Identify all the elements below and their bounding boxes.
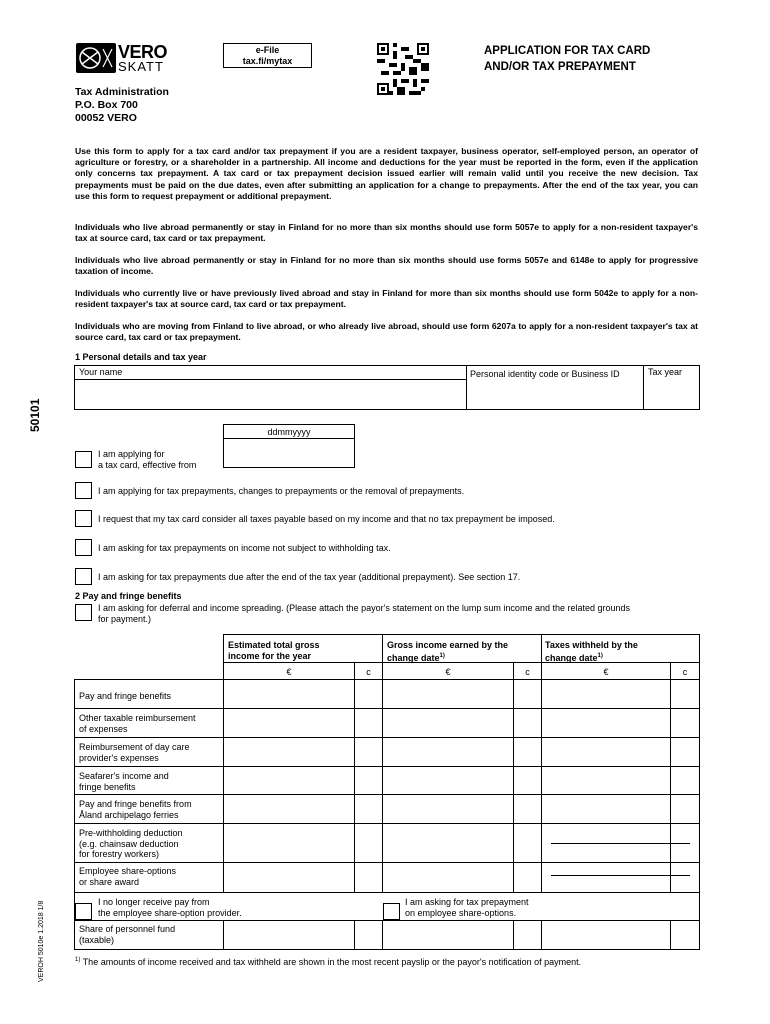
table-row-line [74,708,700,709]
taxcard-checkbox[interactable] [75,451,92,468]
currency-euro-3: € [603,667,609,677]
additional-prepayment-checkbox-label: I am asking for tax prepayments due after the end of the tax year (additional prepayment). See section 17. [98,572,521,582]
currency-cent-2: c [525,667,530,677]
col-estimated-header: Estimated total gross income for the year [228,640,320,661]
table-row-line [74,737,700,738]
table-bottom-border [74,949,700,950]
share-option-prepayment-label: I am asking for tax prepayment on employee share-options. [405,897,529,918]
tax-year-label: Tax year [648,367,683,377]
instructions-paragraph-2: Individuals who live abroad permanently or stay in Finland for no more than six months should use form 5057e to apply for a non-resident taxpayer's tax at source card, tax card or tax prepayment. [75,222,698,244]
table-cent-line [513,662,514,892]
share-option-prepayment-checkbox[interactable] [383,903,400,920]
logo-text-skatt: SKATT [118,59,164,74]
currency-cent-3: c [682,667,688,677]
table-row-line [74,920,700,921]
form-title: APPLICATION FOR TAX CARD AND/OR TAX PREPAYMENT [484,45,651,73]
table-col-line [223,920,224,949]
currency-euro-2: € [445,667,451,677]
prepayment-checkbox-label: I am applying for tax prepayments, changes to prepayments or the removal of prepayments. [98,486,465,496]
table-cent-line [513,920,514,949]
effective-date-field[interactable] [224,440,354,467]
row-personnel-fund-label: Share of personnel fund (taxable) [79,924,176,945]
efile-url[interactable]: tax.fi/mytax [242,56,293,66]
logo-text-vero: VERO [118,42,168,62]
table-cent-line [354,662,355,892]
table-row-line [74,892,700,893]
table-row-line [74,862,700,863]
efile-box [223,43,312,68]
tax-year-field[interactable] [644,381,699,409]
row-daycare-label: Reimbursement of day care provider's expenses [79,742,190,763]
share-options-line[interactable] [551,875,690,876]
deferral-checkbox-label: I am asking for deferral and income spreading. (Please attach the payor's statement on the lump sum income and the related grounds for payment.) [98,603,631,624]
non-withholding-checkbox[interactable] [75,539,92,556]
qr-code-icon [377,43,429,95]
table-col-line [541,920,542,949]
table-cent-line [670,662,671,892]
row-prewithholding-label: Pre-withholding deduction (e.g. chainsaw deduction for forestry workers) [79,828,183,859]
prewithholding-line[interactable] [551,843,690,844]
col-gross-header: Gross income earned by the change date$^{1)}$ [387,640,509,663]
currency-cent-1: c [366,667,371,677]
name-field[interactable] [75,381,465,409]
id-label: Personal identity code or Business ID [470,369,620,379]
instructions-paragraph-3: Individuals who live abroad permanently or stay in Finland for no more than six months should use forms 5057e and 6148e to apply for progressive taxation of income. [75,255,698,277]
row-reimbursement-label: Other taxable reimbursement of expenses [79,713,196,734]
table-cent-line [354,920,355,949]
table-currency-bottom [74,679,700,680]
date-format-label: ddmmyyyy [267,427,311,437]
table-top-border [223,634,700,635]
table-row-line [74,766,700,767]
currency-euro-1: € [286,667,292,677]
all-taxes-checkbox[interactable] [75,510,92,527]
efile-label: e-File [255,45,280,55]
vero-logo [76,43,168,73]
id-field[interactable] [467,381,642,409]
form-version: VEROH 5010e 1.2018 1/8 [38,900,45,982]
all-taxes-checkbox-label: I request that my tax card consider all taxes payable based on my income and that no tax prepayment be imposed. [98,514,555,524]
additional-prepayment-checkbox[interactable] [75,568,92,585]
table-cent-line [670,920,671,949]
taxcard-checkbox-label: I am applying for a tax card, effective from [98,449,197,470]
no-longer-receive-label: I no longer receive pay from the employee share-option provider. [98,897,242,918]
footnote: $^{1)}$ The amounts of income received and tax withheld are shown in the most recent payslip or the payor's notification of payment. [75,957,582,967]
table-row-line [74,794,700,795]
deferral-checkbox[interactable] [75,604,92,621]
logo-emblem-icon [76,43,116,73]
table-row-line [74,823,700,824]
table-right-border [699,634,700,949]
postal-address: Tax Administration P.O. Box 700 00052 VERO [75,86,169,124]
instructions-paragraph-4: Individuals who currently live or have previously lived abroad and stay in Finland for more than six months should use form 5042e to apply for a non-resident taxpayer's tax at source card, tax card or tax prepayment. [75,288,698,310]
row-pay-fringe-label: Pay and fringe benefits [79,691,172,701]
col-withheld-header: Taxes withheld by the change date$^{1)}$ [545,640,638,663]
no-longer-receive-checkbox[interactable] [75,903,92,920]
row-share-options-label: Employee share-options or share award [79,866,177,887]
section-2-heading: 2 Pay and fringe benefits [75,591,182,601]
row-seafarer-label: Seafarer's income and fringe benefits [79,771,169,792]
instructions-paragraph-5: Individuals who are moving from Finland to live abroad, or who already live abroad, should use form 6207a to apply for a non-resident taxpayer's tax at source card, tax card or tax prepayment. [75,321,698,343]
instructions-paragraph-1: Use this form to apply for a tax card and/or tax prepayment if you are a resident taxpayer, business operator, self-employed person, an operator of agriculture or forestry, or a shareholder in a partnership. All income and deductions for the year must be reported in the form, even if the application only concerns tax prepayment. A tax card or tax prepayment decision issued earlier will remain valid until you receive the new decision. Tax prepayments must be paid on the due dates, even after submitting an application for a change to prepayments. After the end of the tax year, you can use this form to request prepayment or additional prepayment. [75,146,698,201]
name-label: Your name [79,367,123,377]
non-withholding-checkbox-label: I am asking for tax prepayments on income not subject to withholding tax. [98,543,391,553]
prepayment-checkbox[interactable] [75,482,92,499]
row-aland-label: Pay and fringe benefits from Åland archipelago ferries [79,799,192,820]
form-code: 50101 [28,398,42,432]
section-1-heading: 1 Personal details and tax year [75,352,207,362]
table-col-line [382,920,383,949]
